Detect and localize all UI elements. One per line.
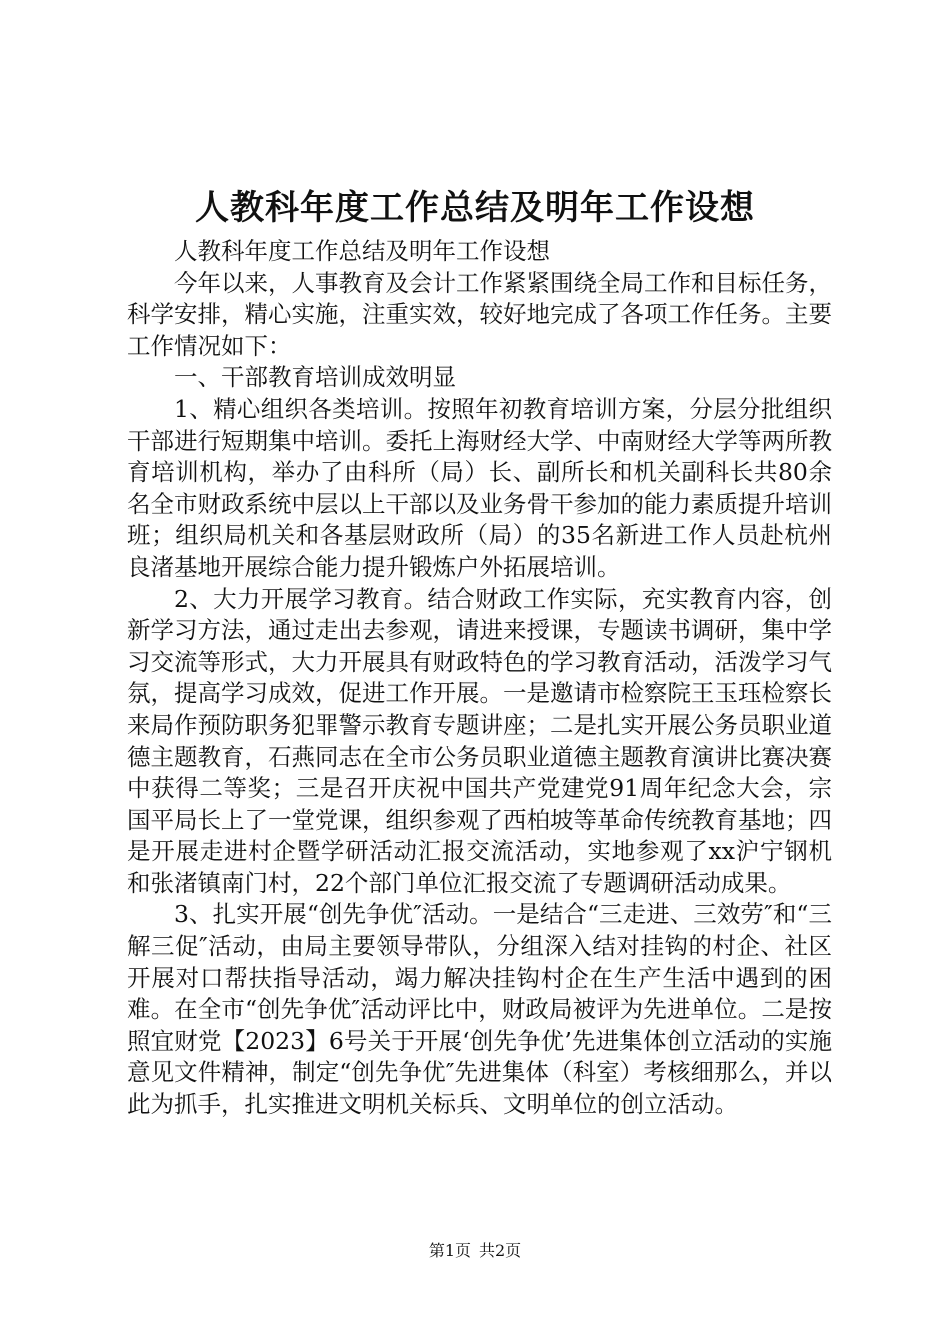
paragraph-intro: 今年以来，人事教育及会计工作紧紧围绕全局工作和目标任务，科学安排，精心实施，注重实效，较好地完成了各项工作任务。主要工作情况如下：	[127, 268, 832, 360]
page-footer	[0, 1239, 950, 1263]
paragraph-learning: 2、大力开展学习教育。结合财政工作实际，充实教育内容，创新学习方法，通过走出去参观，请进来授课，专题读书调研，集中学习交流等形式，大力开展具有财政特色的学习教育活动，活泼学习气氛，提高学习成效，促进工作开展。一是邀请市检察院王玉珏检察长来局作预防职务犯罪警示教育专题讲座；二是扎实开展公务员职业道德主题教育，石燕同志在全市公务员职业道德主题教育演讲比赛决赛中获得二等奖；三是召开庆祝中国共产党建党91周年纪念大会，宗国平局长上了一堂党课，组织参观了西柏坡等革命传统教育基地；四是开展走进村企暨学研活动汇报交流活动，实地参观了xx沪宁钢机和张渚镇南门村，22个部门单位汇报交流了专题调研活动成果。	[127, 584, 832, 897]
section-heading: 一、干部教育培训成效明显	[174, 363, 456, 392]
document-body	[127, 236, 832, 1121]
page-total: 共2页	[479, 1241, 522, 1260]
paragraph-training: 1、精心组织各类培训。按照年初教育培训方案，分层分批组织干部进行短期集中培训。委托上海财经大学、中南财经大学等两所教育培训机构，举办了由科所（局）长、副所长和机关副科长共80余名全市财政系统中层以上干部以及业务骨干参加的能力素质提升培训班；组织局机关和各基层财政所（局）的35名新进工作人员赴杭州良渚基地开展综合能力提升锻炼户外拓展培训。	[127, 394, 832, 581]
paragraph-excellence: 3、扎实开展“创先争优″活动。一是结合“三走进、三效劳″和“三解三促″活动，由局主要领导带队，分组深入结对挂钩的村企、社区开展对口帮扶指导活动，竭力解决挂钩村企在生产生活中遇到的困难。在全市“创先争优″活动评比中，财政局被评为先进单位。二是按照宜财党【2023】6号关于开展‘创先争优’先进集体创立活动的实施意见文件精神，制定“创先争优″先进集体（科室）考核细那么，并以此为抓手，扎实推进文明机关标兵、文明单位的创立活动。	[127, 900, 832, 1119]
page-number: 第1页	[428, 1241, 471, 1260]
document-title: 人教科年度工作总结及明年工作设想	[195, 188, 755, 228]
paragraph-subtitle: 人教科年度工作总结及明年工作设想	[174, 237, 550, 265]
